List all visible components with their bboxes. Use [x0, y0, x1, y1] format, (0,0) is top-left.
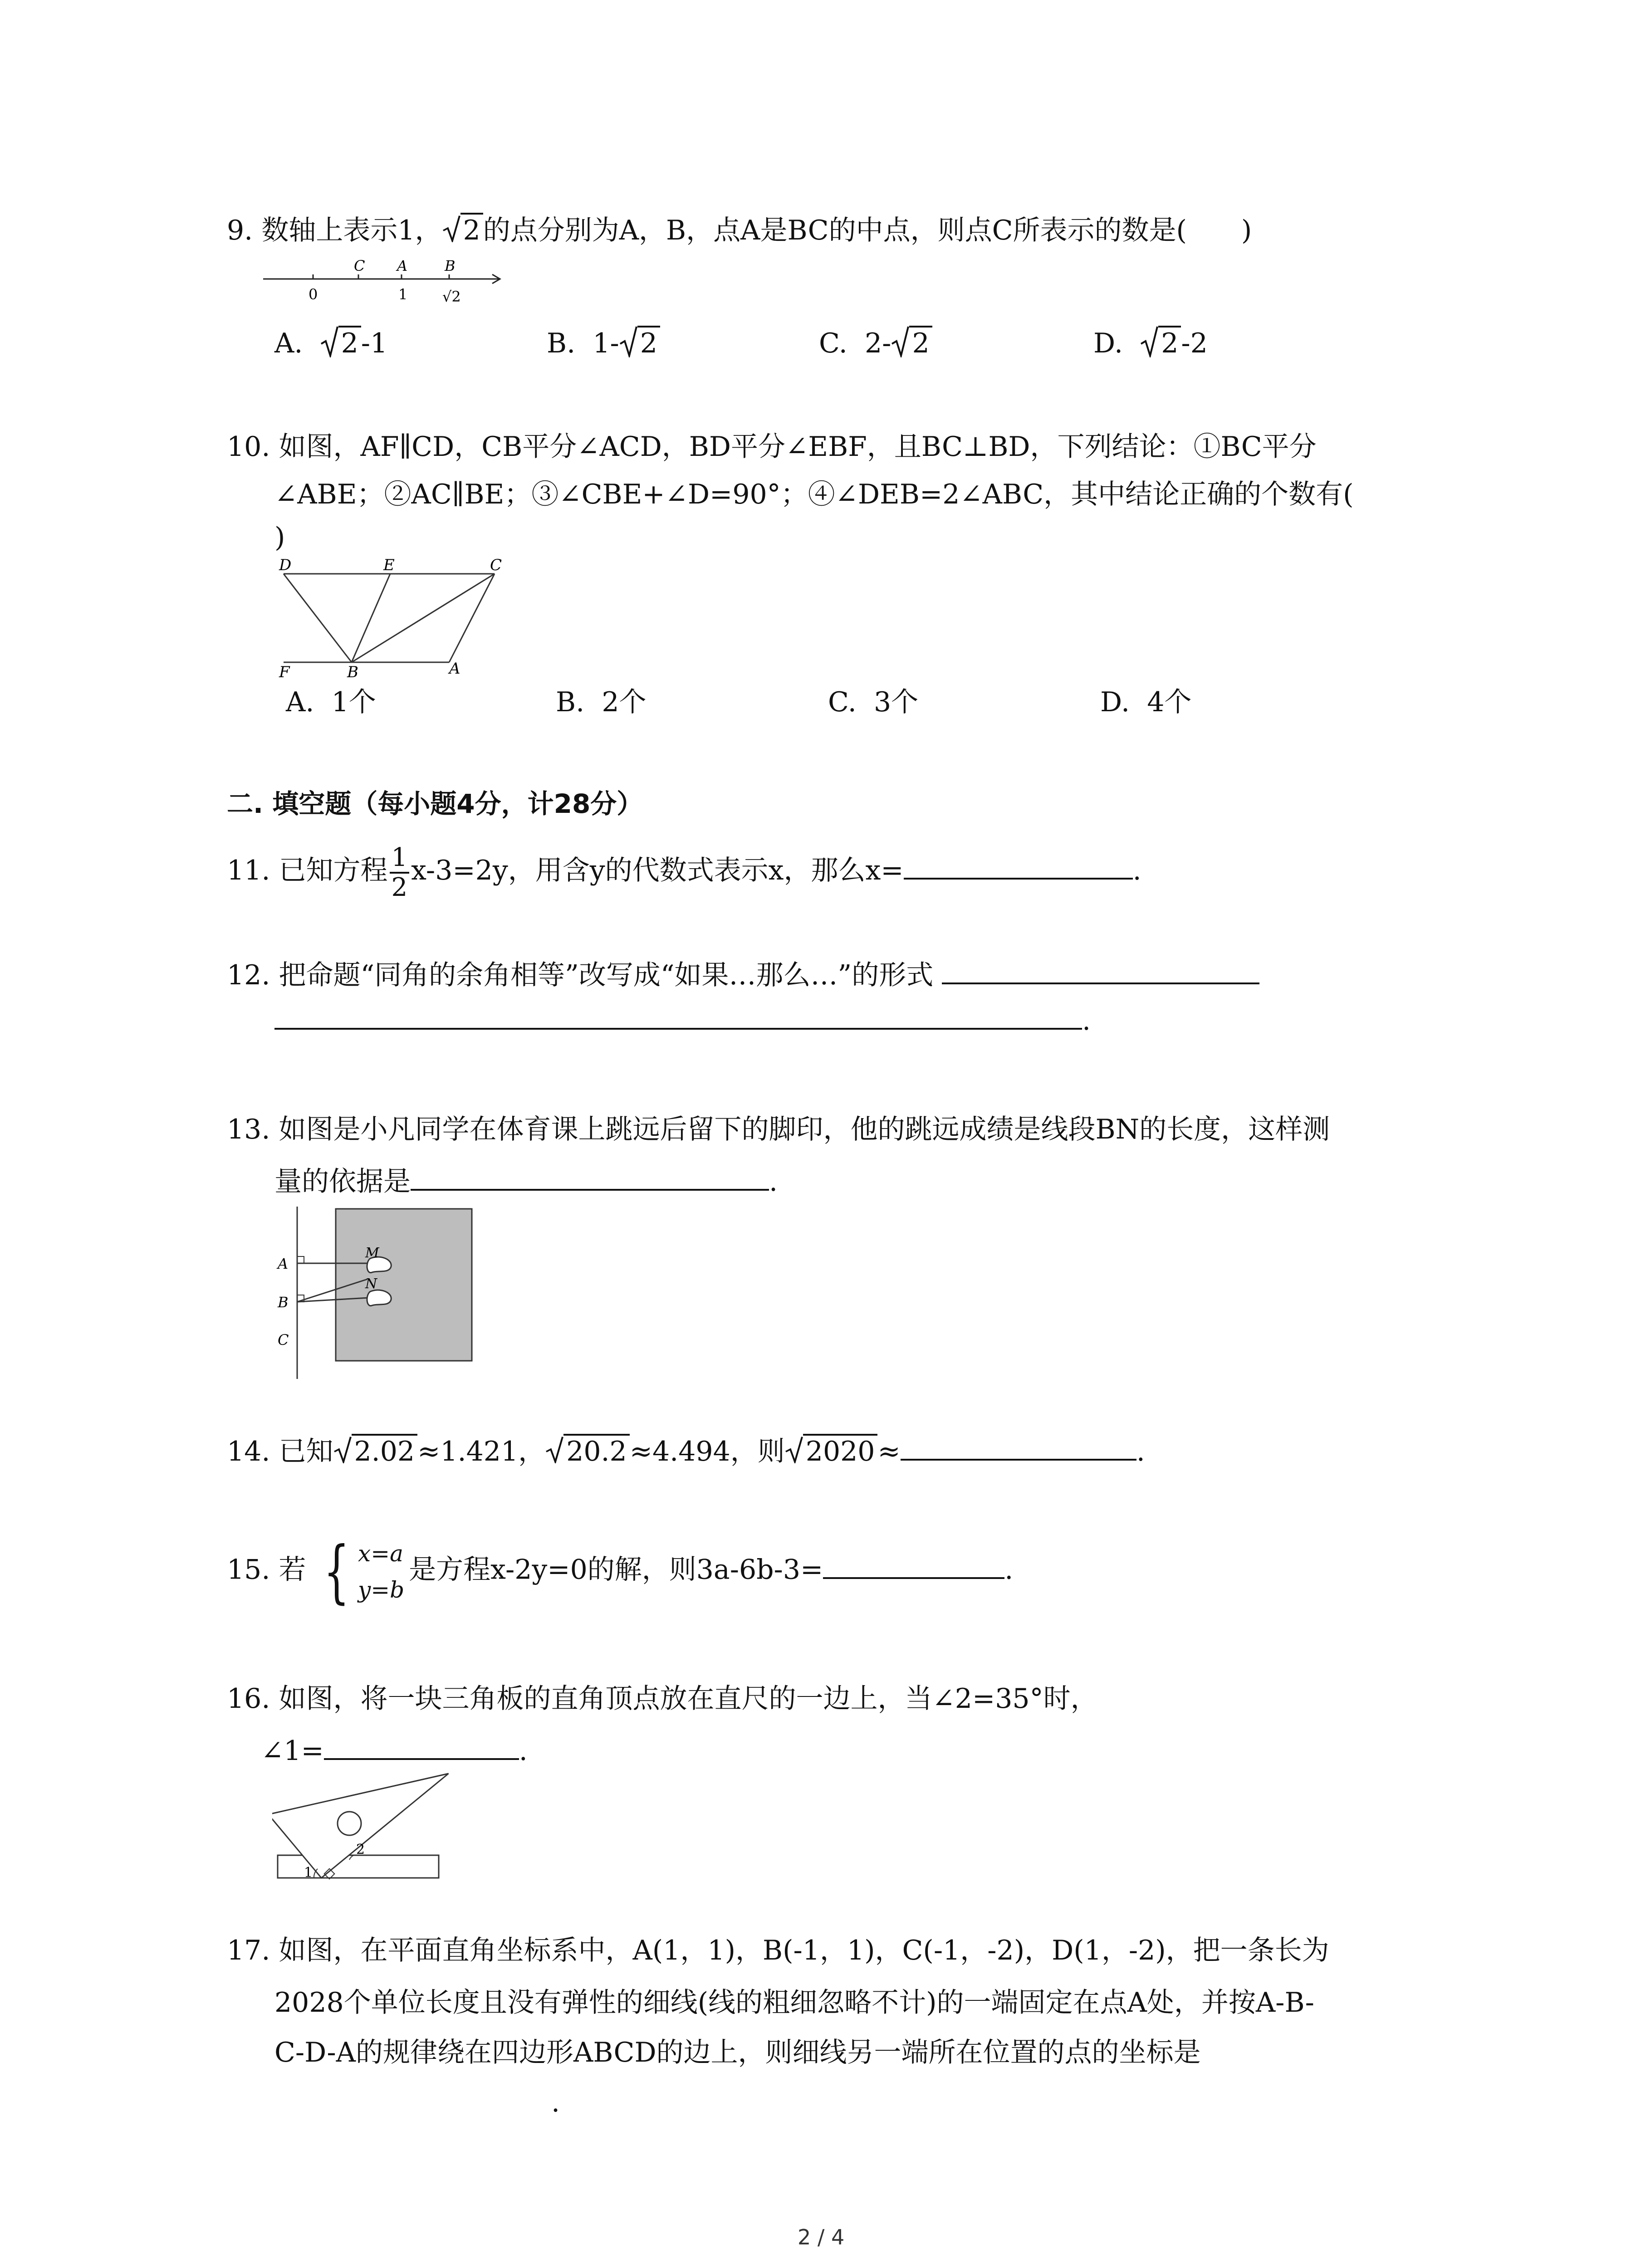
q13-line2	[274, 1166, 778, 1198]
q9-number-line-figure	[263, 256, 508, 311]
q11-stem	[227, 844, 1141, 901]
option-pre: 2-	[865, 327, 892, 359]
q10-option-c[interactable]	[828, 680, 918, 719]
figure-label-b: B	[347, 663, 358, 678]
option-sqrt: 2	[909, 326, 932, 359]
option-label: B.	[547, 327, 576, 359]
q9-option-b[interactable]	[547, 327, 660, 359]
brace-symbol: {	[323, 1532, 349, 1611]
q9-option-c[interactable]	[819, 327, 932, 359]
q9-text-b: 的点分别为A，B，点A是BC的中点，则点C所表示的数是( )	[483, 215, 1252, 246]
question-number: 12.	[227, 959, 270, 991]
option-sqrt: 2	[338, 326, 361, 359]
sqrt-value-1: 2.02	[352, 1434, 418, 1467]
q12-stem	[227, 959, 1259, 991]
q14-pre: 已知	[279, 1436, 333, 1467]
numline-label-1: 1	[398, 286, 408, 303]
option-post: -2	[1181, 327, 1208, 359]
numline-label-a: A	[397, 257, 408, 274]
option-label: B.	[556, 686, 585, 718]
question-number: 14.	[227, 1436, 270, 1467]
option-label: D.	[1100, 686, 1130, 718]
option-text: 2个	[602, 686, 647, 718]
fraction	[390, 844, 410, 901]
question-number: 16.	[227, 1683, 270, 1715]
q13-line1	[227, 1116, 1330, 1143]
q17-line3: C-D-A的规律绕在四边形ABCD的边上，则细线另一端所在位置的点的坐标是	[274, 2037, 1201, 2068]
q16-triangle-ruler-figure	[272, 1767, 454, 1885]
numline-label-sqrt2: √2	[442, 288, 461, 305]
option-sqrt: 2	[1158, 326, 1181, 359]
figure-label-e: E	[383, 556, 395, 574]
q10-option-b[interactable]	[556, 680, 647, 719]
answer-blank[interactable]	[942, 982, 1259, 984]
q16-text-2: ∠1=	[261, 1735, 324, 1767]
q15-pre: 若	[279, 1554, 306, 1586]
q9-sqrt-value: 2	[460, 213, 483, 246]
option-label: C.	[828, 686, 857, 718]
q14-stem	[227, 1438, 1145, 1465]
q13-text-1: 如图是小凡同学在体育课上跳远后留下的脚印，他的跳远成绩是线段BN的长度，这样测	[279, 1114, 1330, 1145]
option-text: 1个	[331, 686, 376, 718]
q13-footprint-figure	[272, 1207, 481, 1379]
question-number: 17.	[227, 1935, 270, 1966]
figure-label-f: F	[279, 663, 290, 678]
denominator: 2	[391, 872, 408, 902]
q17-text-1: 如图，在平面直角坐标系中，A(1，1)，B(-1，1)，C(-1，-2)，D(1，-2)，把一条长为	[279, 1935, 1329, 1966]
answer-blank[interactable]	[324, 1758, 519, 1760]
system-eq-1: x=a	[358, 1540, 403, 1567]
q11-post: x-3=2y，用含y的代数式表示x，那么x=	[411, 855, 904, 887]
q15-post: 是方程x-2y=0的解，则3a-6b-3=	[409, 1554, 823, 1586]
sqrt-expression	[619, 327, 660, 359]
q10-line1	[227, 431, 1317, 463]
q9-option-a[interactable]	[274, 327, 387, 359]
numline-label-c: C	[354, 257, 365, 274]
answer-blank[interactable]	[823, 1577, 1004, 1579]
answer-blank-line2[interactable]	[274, 1027, 1082, 1030]
q9-option-d[interactable]	[1093, 327, 1208, 359]
q10-line2: ∠ABE；②AC∥BE；③∠CBE+∠D=90°；④∠DEB=2∠ABC，其中结论正确的个数有(	[274, 479, 1354, 510]
figure-label-c: C	[490, 556, 502, 574]
approx-symbol: ≈	[877, 1436, 901, 1467]
figure-label-a: A	[278, 1255, 289, 1272]
option-label: C.	[819, 327, 847, 359]
q14-end: .	[1136, 1436, 1145, 1467]
q10-line3: )	[274, 522, 285, 553]
figure-label-c: C	[278, 1331, 289, 1349]
q15-stem	[227, 1532, 1014, 1611]
q13-text-2: 量的依据是	[274, 1166, 411, 1198]
q12-text: 把命题“同角的余角相等”改写成“如果…那么…”的形式	[279, 959, 934, 991]
q17-end: .	[551, 2087, 560, 2118]
sqrt-expression	[891, 327, 932, 359]
option-label: A.	[274, 327, 303, 359]
option-label: D.	[1093, 327, 1123, 359]
figure-label-n: N	[365, 1276, 377, 1292]
equation-system	[358, 1535, 404, 1608]
option-post: -1	[361, 327, 388, 359]
q10-option-a[interactable]	[286, 680, 376, 719]
answer-blank[interactable]	[411, 1188, 769, 1191]
numerator: 1	[390, 844, 410, 874]
figure-label-b: B	[278, 1294, 289, 1311]
question-number: 10.	[227, 431, 270, 463]
option-text: 4个	[1147, 686, 1192, 718]
q11-end: .	[1132, 855, 1141, 887]
angle-label-2: 2	[356, 1842, 365, 1857]
q12-line2	[274, 1007, 1091, 1034]
section-title: 二. 填空题（每小题4分，计28分）	[227, 788, 643, 819]
sqrt-expression	[320, 327, 361, 359]
q16-end: .	[519, 1735, 528, 1767]
sqrt-expression	[785, 1438, 878, 1465]
question-number: 9.	[227, 215, 253, 246]
question-number: 13.	[227, 1114, 270, 1145]
option-label: A.	[286, 686, 314, 718]
system-eq-2: y=b	[358, 1577, 405, 1603]
q10-parallelogram-figure	[272, 556, 508, 678]
figure-label-d: D	[279, 556, 292, 574]
answer-blank[interactable]	[901, 1458, 1136, 1461]
q16-text-1: 如图，将一块三角板的直角顶点放在直尺的一边上，当∠2=35°时，	[279, 1683, 1098, 1715]
q10-text-1: 如图，AF∥CD，CB平分∠ACD，BD平分∠EBF，且BC⊥BD，下列结论：①BC平分	[279, 431, 1317, 463]
q15-end: .	[1004, 1554, 1014, 1586]
q16-line1	[227, 1683, 1098, 1715]
q12-end: .	[1082, 1005, 1091, 1036]
sqrt-expression	[545, 1438, 630, 1465]
sqrt-expression	[442, 217, 483, 244]
sqrt-value-2: 20.2	[563, 1434, 630, 1467]
approx-value-1: ≈1.421，	[417, 1436, 546, 1467]
question-number: 15.	[227, 1554, 270, 1586]
answer-blank[interactable]	[904, 877, 1133, 880]
approx-value-2: ≈4.494，则	[629, 1436, 785, 1467]
q17-line2: 2028个单位长度且没有弹性的细线(线的粗细忽略不计)的一端固定在点A处，并按A-B-	[274, 1987, 1314, 2019]
figure-label-a: A	[449, 660, 460, 678]
q17-line1	[227, 1937, 1329, 1964]
numline-label-0: 0	[309, 286, 318, 303]
q9-text-a: 数轴上表示1，	[261, 215, 442, 246]
option-sqrt: 2	[637, 326, 660, 359]
option-text: 3个	[874, 686, 919, 718]
q11-pre: 已知方程	[279, 855, 388, 887]
q10-option-d[interactable]	[1100, 680, 1191, 719]
figure-label-m: M	[365, 1245, 379, 1261]
page-number: 2 / 4	[798, 2225, 845, 2249]
angle-label-1: 1	[304, 1865, 313, 1881]
q13-end: .	[769, 1166, 778, 1198]
option-pre: 1-	[593, 327, 619, 359]
q9-stem	[227, 217, 1252, 244]
sqrt-value-3: 2020	[803, 1434, 878, 1467]
sqrt-expression	[333, 1438, 418, 1465]
question-number: 11.	[227, 855, 270, 887]
sqrt-expression	[1140, 327, 1181, 359]
q16-line2	[261, 1737, 528, 1765]
numline-label-b: B	[445, 257, 456, 274]
